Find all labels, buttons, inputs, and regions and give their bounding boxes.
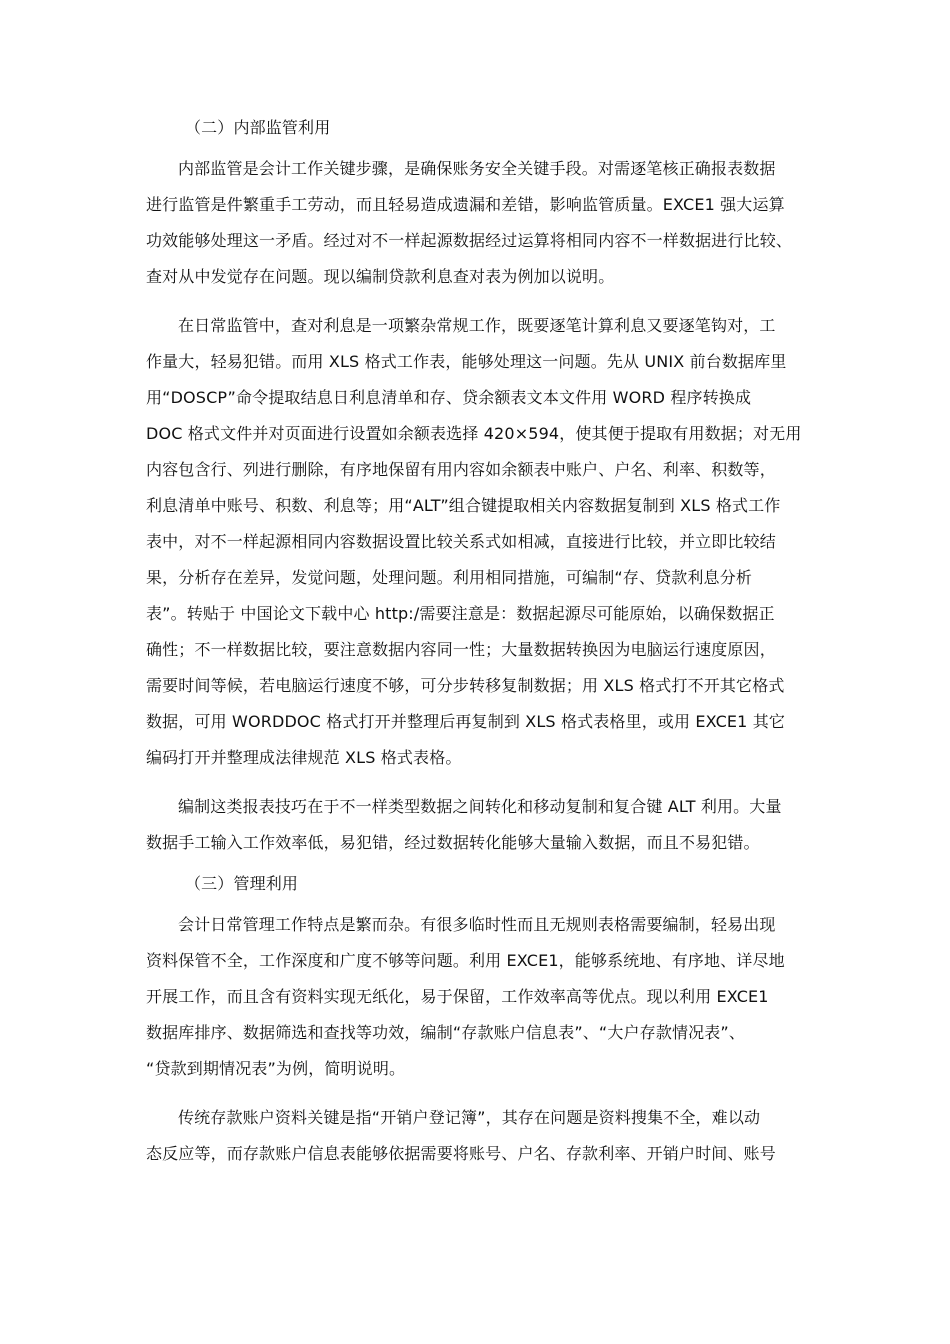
paragraph-line: 查对从中发觉存在问题。现以编制贷款利息查对表为例加以说明。 bbox=[146, 267, 615, 286]
paragraph-line: 表”。转贴于 中国论文下载中心 http:/需要注意是：数据起源尽可能原始，以确保数据正 bbox=[146, 604, 775, 623]
paragraph-line: 数据库排序、数据筛选和查找等功效，编制“存款账户信息表”、“大户存款情况表”、 bbox=[146, 1023, 746, 1042]
paragraph-line: 传统存款账户资料关键是指“开销户登记簿”，其存在问题是资料搜集不全，难以动 bbox=[178, 1108, 761, 1127]
paragraph-line: 需要时间等候，若电脑运行速度不够，可分步转移复制数据；用 XLS 格式打不开其它格式 bbox=[146, 676, 785, 695]
paragraph-line: 内容包含行、列进行删除，有序地保留有用内容如余额表中账户、户名、利率、积数等， bbox=[146, 460, 776, 479]
paragraph-line: 在日常监管中，查对利息是一项繁杂常规工作，既要逐笔计算利息又要逐笔钩对，工 bbox=[178, 316, 776, 335]
paragraph-line: 开展工作，而且含有资料实现无纸化，易于保留，工作效率高等优点。现以利用 EXCE1 bbox=[146, 987, 769, 1006]
section-heading-internal-supervision: （二）内部监管利用 bbox=[185, 118, 331, 137]
paragraph-line: 功效能够处理这一矛盾。经过对不一样起源数据经过运算将相同内容不一样数据进行比较、 bbox=[146, 231, 793, 250]
paragraph-line: 确性；不一样数据比较，要注意数据内容同一性；大量数据转换因为电脑运行速度原因， bbox=[146, 640, 776, 659]
paragraph-line: 会计日常管理工作特点是繁而杂。有很多临时性而且无规则表格需要编制，轻易出现 bbox=[178, 915, 776, 934]
paragraph-line: 用“DOSCP”命令提取结息日利息清单和存、贷余额表文本文件用 WORD 程序转换成 bbox=[146, 388, 752, 407]
paragraph-line: 数据手工输入工作效率低，易犯错，经过数据转化能够大量输入数据，而且不易犯错。 bbox=[146, 833, 760, 852]
paragraph-line: “贷款到期情况表”为例，简明说明。 bbox=[146, 1059, 406, 1078]
paragraph-line: 进行监管是件繁重手工劳动，而且轻易造成遗漏和差错，影响监管质量。EXCE1 强大运算 bbox=[146, 195, 785, 214]
paragraph-line: 果，分析存在差异，发觉问题，处理问题。利用相同措施，可编制“存、贷款利息分析 bbox=[146, 568, 752, 587]
paragraph-line: DOC 格式文件并对页面进行设置如余额表选择 420×594，使其便于提取有用数据；对无用 bbox=[146, 424, 802, 443]
paragraph-line: 态反应等，而存款账户信息表能够依据需要将账号、户名、存款利率、开销户时间、账号 bbox=[146, 1144, 776, 1163]
paragraph-line: 内部监管是会计工作关键步骤，是确保账务安全关键手段。对需逐笔核正确报表数据 bbox=[178, 159, 776, 178]
paragraph-line: 编制这类报表技巧在于不一样类型数据之间转化和移动复制和复合键 ALT 利用。大量 bbox=[178, 797, 782, 816]
paragraph-line: 资料保管不全，工作深度和广度不够等问题。利用 EXCE1，能够系统地、有序地、详尽地 bbox=[146, 951, 785, 970]
paragraph-line: 数据，可用 WORDDOC 格式打开并整理后再复制到 XLS 格式表格里，或用 EXCE1 其它 bbox=[146, 712, 786, 731]
paragraph-line: 利息清单中账号、积数、利息等；用“ALT”组合键提取相关内容数据复制到 XLS 格式工作 bbox=[146, 496, 781, 515]
paragraph-line: 表中，对不一样起源相同内容数据设置比较关系式如相减，直接进行比较，并立即比较结 bbox=[146, 532, 776, 551]
paragraph-line: 编码打开并整理成法律规范 XLS 格式表格。 bbox=[146, 748, 462, 767]
paragraph-line: 作量大，轻易犯错。而用 XLS 格式工作表，能够处理这一问题。先从 UNIX 前台数据库里 bbox=[146, 352, 787, 371]
section-heading-management: （三）管理利用 bbox=[185, 874, 299, 893]
